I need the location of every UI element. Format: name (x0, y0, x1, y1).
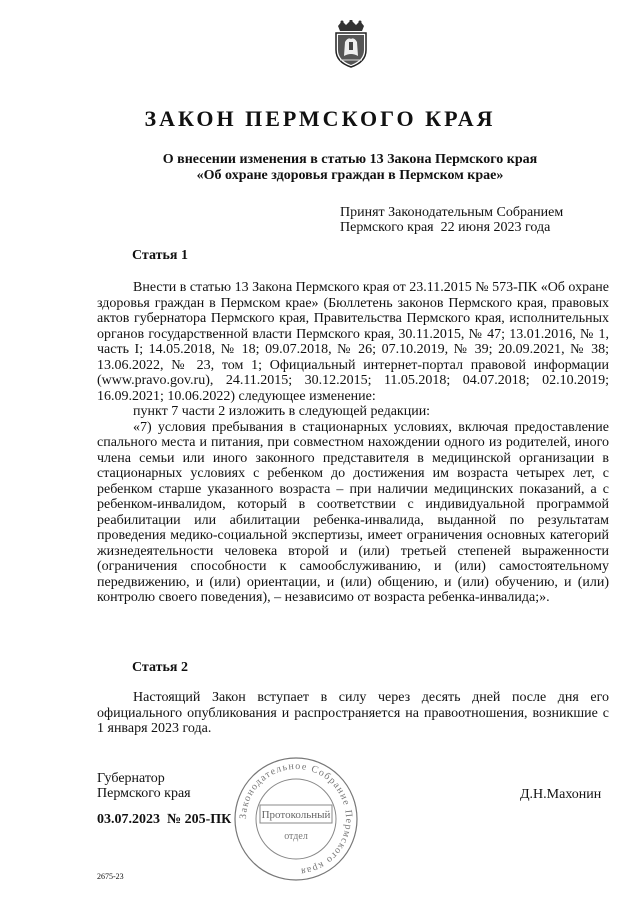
subtitle-line-1: О внесении изменения в статью 13 Закона Пермского края (162, 152, 538, 167)
article-1-heading: Статья 1 (132, 248, 188, 263)
signatory-name: Д.Н.Махонин (520, 787, 602, 802)
article-1-paragraph-2: пункт 7 части 2 изложить в следующей редакции: (133, 404, 431, 419)
article-1-body (97, 280, 609, 606)
adoption-line-1: Принят Законодательным Собранием (340, 205, 564, 220)
document-subtitle (0, 152, 640, 184)
subtitle-line-2: «Об охране здоровья граждан в Пермском крае» (196, 168, 504, 183)
stamp-line-1: Протокольный (261, 809, 331, 821)
registration-number: 03.07.2023 № 205-ПК (97, 812, 232, 827)
article-1-paragraph-1: Внести в статью 13 Закона Пермского края от 23.11.2015 № 573-ПК «Об охране здоровья граждан в Пермском крае» (Бюллетень законов Пермского края, правовых актов губернатора Пермского края, Правительства Пермского края, исполнительных органов государственной власти Пермского края, 30.11.2015, № 47; 13.01.2016, № 1, часть I; 14.05.2018, № 18; 09.07.2018, № 26; 07.10.2019, № 39; 20.09.2021, № 38; 13.06.2022, № 23, том 1; Официальный интернет-портал правовой информации (www.pravo.gov.ru), 24.11.2015; 30.12.2015; 11.05.2018; 04.07.2018; 02.10.2019; 16.09.2021; 10.06.2022) следующее изменение: (97, 280, 609, 404)
article-1-paragraph-3: «7) условия пребывания в стационарных условиях, включая предоставление спального места и питания, при совместном нахождении одного из родителей, иного члена семьи или иного законного представителя в медицинской организации в стационарных условиях с ребенком до достижения им возраста четырех лет, с ребенком старше указанного возраста – при наличии медицинских показаний, а с ребенком-инвалидом, который в соответствии с индивидуальной программой реабилитации или абилитации ребенка-инвалида, выданной по результатам проведения медико-социальной экспертизы, имеет ограничения основных категорий жизнедеятельности человека второй и (или) третьей степеней выраженности (ограничения способности к самообслуживанию, и (или) самостоятельному передвижению, и (или) ориентации, и (или) общению, и (или) обучению, и (или) контролю своего поведения), – независимо от возраста ребенка-инвалида;». (97, 419, 609, 605)
adoption-note (340, 205, 563, 235)
document-title: ЗАКОН ПЕРМСКОГО КРАЯ (144, 106, 496, 131)
article-2-body (97, 690, 609, 737)
official-stamp (232, 755, 360, 883)
position-line-2: Пермского края (97, 786, 191, 801)
stamp-line-2: отдел (284, 831, 308, 842)
position-line-1: Губернатор (97, 771, 165, 786)
signatory-position (97, 771, 191, 801)
footer-code: 2675-23 (97, 872, 124, 881)
article-2-paragraph-1: Настоящий Закон вступает в силу через десять дней после дня его официального опубликования и распространяется на правоотношения, возникшие с 1 января 2023 года. (97, 690, 609, 736)
coat-of-arms-icon (330, 20, 372, 68)
stamp-ring-text: Законодательное Собрание Пермского края (237, 760, 355, 877)
article-2-heading: Статья 2 (132, 660, 188, 675)
adoption-line-2: Пермского края 22 июня 2023 года (340, 220, 551, 235)
